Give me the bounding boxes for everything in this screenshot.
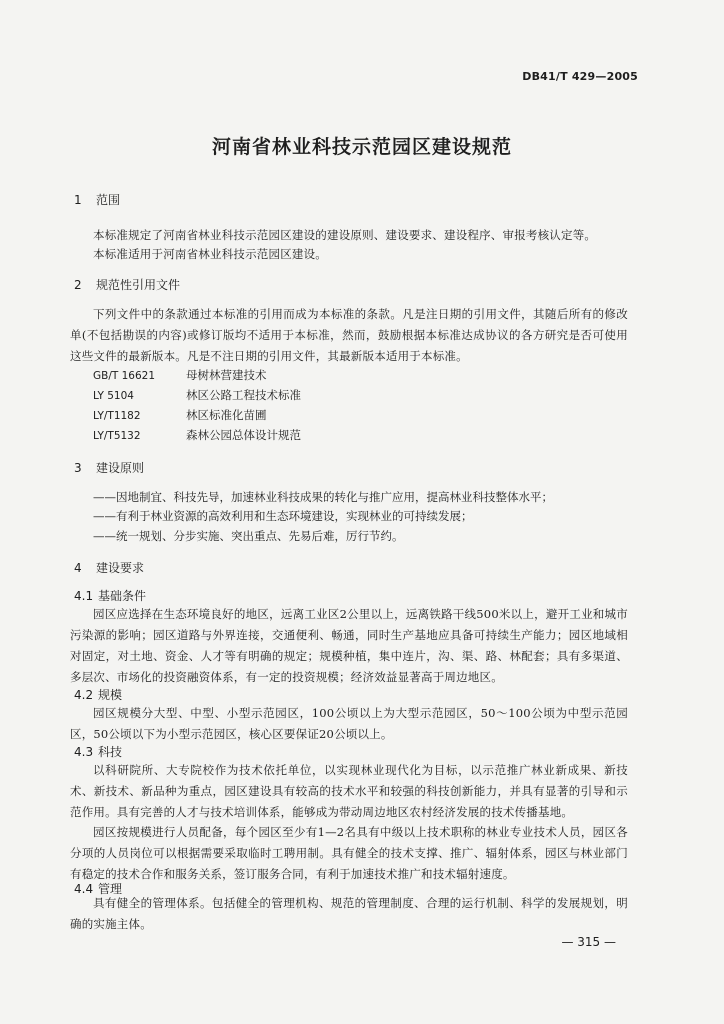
subsection-4-3-heading xyxy=(74,743,122,760)
section-4-heading xyxy=(74,559,144,576)
subsection-title: 基础条件 xyxy=(98,589,147,603)
section-title: 建设原则 xyxy=(96,461,145,475)
section-1-heading xyxy=(74,191,120,208)
section-title: 建设要求 xyxy=(96,561,145,575)
subsection-number: 4.2 xyxy=(74,688,94,702)
s4-4-paragraph-1: 具有健全的管理体系。包括健全的管理机构、规范的管理制度、合理的运行机制、科学的发展规划，明确的实施主体。 xyxy=(70,896,628,931)
section-title: 规范性引用文件 xyxy=(96,278,181,292)
subsection-number: 4.1 xyxy=(74,589,94,603)
section-number: 4 xyxy=(74,561,82,575)
subsection-title: 管理 xyxy=(98,882,123,896)
subsection-4-2-heading xyxy=(74,686,122,703)
section-2-heading xyxy=(74,276,180,293)
reference-row xyxy=(93,427,301,443)
s4-3-paragraph-2: 园区按规模进行人员配备，每个园区至少有1—2名具有中级以上技术职称的林业专业技术人员，园区各分项的人员岗位可以根据需要采取临时工聘用制。具有健全的技术支撑、推广、辐射体系，园区与林业部门有稳定的技术合作和服务关系，签订服务合同，有利于加速技术推广和技术辐射速度。 xyxy=(70,825,628,881)
reference-code: LY 5104 xyxy=(93,390,134,402)
s1-paragraph-2: 本标准适用于河南省林业科技示范园区建设。 xyxy=(93,247,327,261)
section-number: 2 xyxy=(74,278,82,292)
section-number: 1 xyxy=(74,193,82,207)
reference-code: LY/T1182 xyxy=(93,410,141,422)
s4-2-paragraph-1: 园区规模分大型、中型、小型示范园区，100公顷以上为大型示范园区，50～100公顷为中型示范园区，50公顷以下为小型示范园区，核心区要保证20公顷以上。 xyxy=(70,706,628,741)
s2-paragraph-1: 下列文件中的条款通过本标准的引用而成为本标准的条款。凡是注日期的引用文件，其随后所有的修改单(不包括勘误的内容)或修订版均不适用于本标准，然而，鼓励根据本标准达成协议的各方研究是否可使用这些文件的最新版本。凡是不注日期的引用文件，其最新版本适用于本标准。 xyxy=(70,307,628,363)
document-title: 河南省林业科技示范园区建设规范 xyxy=(211,136,512,158)
subsection-4-1-heading xyxy=(74,587,146,604)
reference-code: LY/T5132 xyxy=(93,430,141,442)
standard-number: DB41/T 429—2005 xyxy=(522,70,638,83)
section-number: 3 xyxy=(74,461,82,475)
reference-name: 森林公园总体设计规范 xyxy=(186,428,301,442)
reference-name: 林区公路工程技术标准 xyxy=(186,388,301,402)
reference-name: 林区标准化苗圃 xyxy=(186,408,267,422)
subsection-title: 规模 xyxy=(98,688,123,702)
subsection-title: 科技 xyxy=(98,745,123,759)
principle-line-3: ——统一规划、分步实施、突出重点、先易后难，厉行节约。 xyxy=(93,529,404,543)
reference-name: 母树林营建技术 xyxy=(186,368,267,382)
s4-1-paragraph-1: 园区应选择在生态环境良好的地区，远离工业区2公里以上，远离铁路干线500米以上，避开工业和城市污染源的影响；园区道路与外界连接，交通便利、畅通，同时生产基地应具备可持续生产能力；园区地域相对固定，对土地、资金、人才等有明确的规定；规模种植，集中连片，沟、渠、路、林配套；具有多渠道、多层次、市场化的投资融资体系，有一定的投资规模；经济效益显著高于周边地区。 xyxy=(70,607,628,684)
subsection-number: 4.3 xyxy=(74,745,94,759)
reference-row xyxy=(93,367,267,383)
principle-line-1: ——因地制宜、科技先导，加速林业科技成果的转化与推广应用，提高林业科技整体水平； xyxy=(93,490,553,504)
s1-paragraph-1: 本标准规定了河南省林业科技示范园区建设的建设原则、建设要求、建设程序、审报考核认定等。 xyxy=(93,228,597,242)
reference-row xyxy=(93,407,267,423)
section-title: 范围 xyxy=(96,193,121,207)
section-3-heading xyxy=(74,459,144,476)
reference-row xyxy=(93,387,301,403)
reference-code: GB/T 16621 xyxy=(93,370,156,382)
page-number: — 315 — xyxy=(561,935,616,949)
subsection-number: 4.4 xyxy=(74,882,94,896)
principle-line-2: ——有利于林业资源的高效利用和生态环境建设，实现林业的可持续发展； xyxy=(93,509,473,523)
s4-3-paragraph-1: 以科研院所、大专院校作为技术依托单位，以实现林业现代化为目标，以示范推广林业新成果、新技术、新技术、新品种为重点，园区建设具有较高的技术水平和较强的科技创新能力，并具有显著的引导和示范作用。具有完善的人才与技术培训体系，能够成为带动周边地区农村经济发展的技术传播基地。 xyxy=(70,763,628,819)
